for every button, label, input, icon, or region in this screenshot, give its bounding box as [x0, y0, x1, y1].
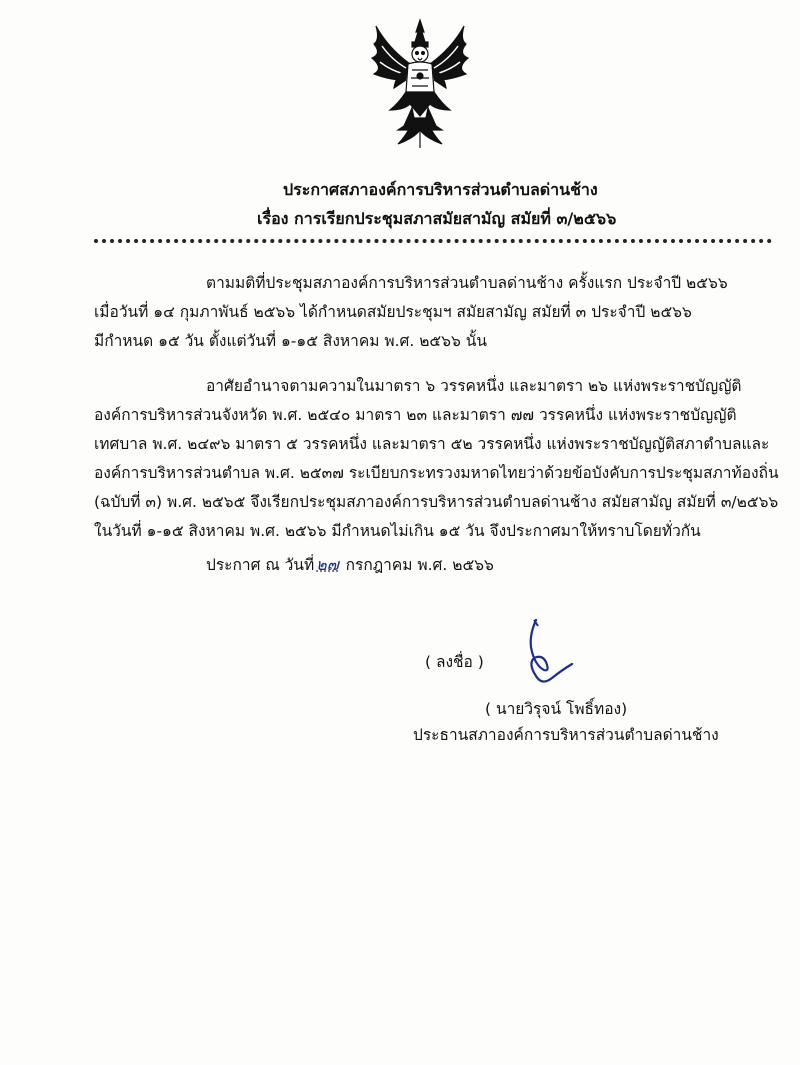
announcement-suffix: กรกฎาคม พ.ศ. ๒๕๖๖ — [340, 556, 494, 574]
paragraph-2-line-5: (ฉบับที่ ๓) พ.ศ. ๒๕๖๕ จึงเรียกประชุมสภาองค์การบริหารส่วนตำบลด่านช้าง สมัยสามัญ สมัยที่ ๓/๒๕๖๖ — [94, 493, 779, 511]
paragraph-2-line-2: องค์การบริหารส่วนจังหวัด พ.ศ. ๒๕๔๐ มาตรา ๒๓ และมาตรา ๗๗ วรรคหนึ่ง แห่งพระราชบัญญัติ — [94, 406, 737, 424]
paragraph-1-line-2: เมื่อวันที่ ๑๔ กุมภาพันธ์ ๒๕๖๖ ได้กำหนดสมัยประชุมฯ สมัยสามัญ สมัยที่ ๓ ประจำปี ๒๕๖๖ — [94, 303, 692, 321]
paragraph-2-line-3: เทศบาล พ.ศ. ๒๔๙๖ มาตรา ๕ วรรคหนึ่ง และมาตรา ๕๒ วรรคหนึ่ง แห่งพระราชบัญญัติสภาตำบลและ — [94, 435, 770, 453]
announcement-date — [206, 555, 494, 575]
dotted-divider — [94, 239, 772, 243]
paragraph-2-line-1: อาศัยอำนาจตามความในมาตรา ๖ วรรคหนึ่ง และมาตรา ๒๖ แห่งพระราชบัญญัติ — [206, 377, 742, 395]
garuda-emblem-icon — [368, 18, 472, 150]
paragraph-2-line-4: องค์การบริหารส่วนตำบล พ.ศ. ๒๕๓๗ ระเบียบกระทรวงมหาดไทยว่าด้วยข้อบังคับการประชุมสภาท้องถิ่น — [94, 464, 779, 482]
paragraph-2-line-6: ในวันที่ ๑-๑๕ สิงหาคม พ.ศ. ๒๕๖๖ มีกำหนดไม่เกิน ๑๕ วัน จึงประกาศมาให้ทราบโดยทั่วกัน — [94, 522, 701, 540]
signature-icon — [522, 618, 582, 692]
signed-label: ( ลงชื่อ ) — [425, 653, 484, 671]
paragraph-1-line-1: ตามมติที่ประชุมสภาองค์การบริหารส่วนตำบลด่านช้าง ครั้งแรก ประจำปี ๒๕๖๖ — [206, 274, 728, 292]
signer-name: ( นายวิรุจน์ โพธิ์ทอง) — [485, 700, 628, 718]
document-subject: เรื่อง การเรียกประชุมสภาสมัยสามัญ สมัยที่ ๓/๒๕๖๖ — [257, 209, 617, 228]
document-title: ประกาศสภาองค์การบริหารส่วนตำบลด่านช้าง — [283, 180, 598, 199]
handwritten-day: ๒๗ — [316, 555, 339, 574]
announcement-prefix: ประกาศ ณ วันที่ — [206, 556, 315, 574]
paragraph-1-line-3: มีกำหนด ๑๕ วัน ตั้งแต่วันที่ ๑-๑๕ สิงหาคม พ.ศ. ๒๕๖๖ นั้น — [94, 332, 487, 350]
signer-position: ประธานสภาองค์การบริหารส่วนตำบลด่านช้าง — [413, 726, 719, 744]
